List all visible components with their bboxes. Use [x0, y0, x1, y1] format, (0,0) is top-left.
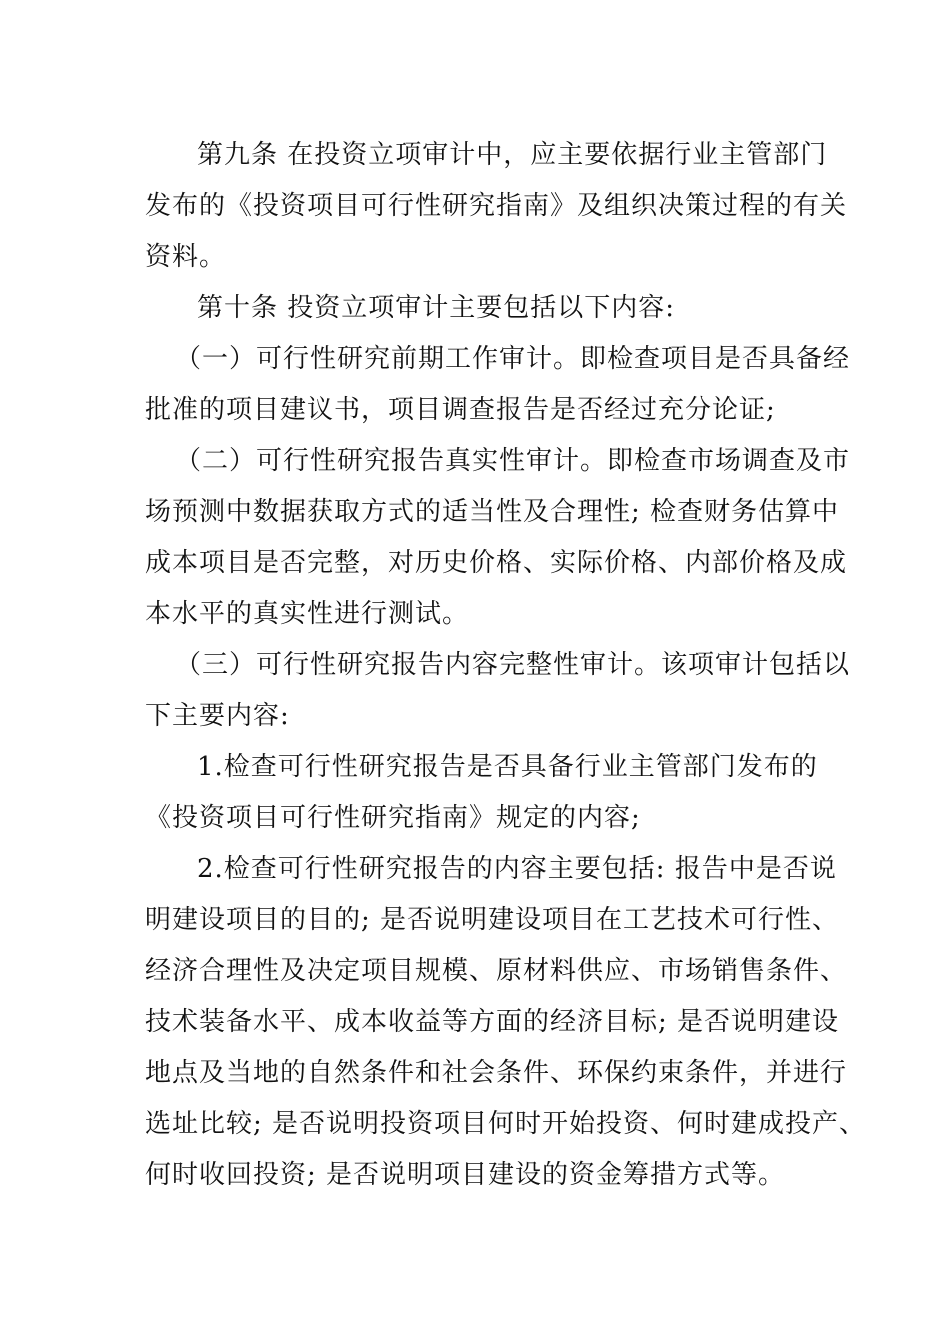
text-line: 经济合理性及决定项目规模、原材料供应、市场销售条件、: [145, 956, 848, 986]
text-line: 地点及当地的自然条件和社会条件、环保约束条件，并进行: [145, 1058, 848, 1088]
text-line: 本水平的真实性进行测试。: [145, 599, 470, 629]
document-body: [145, 130, 867, 1201]
text-line: 第九条 在投资立项审计中，应主要依据行业主管部门: [197, 140, 828, 170]
text-line: 技术装备水平、成本收益等方面的经济目标; 是否说明建设: [145, 1007, 840, 1037]
text-line: 《投资项目可行性研究指南》规定的内容;: [145, 803, 641, 833]
text-line: 明建设项目的目的; 是否说明建设项目在工艺技术可行性、: [145, 905, 840, 935]
text-line: 第十条 投资立项审计主要包括以下内容:: [197, 293, 676, 323]
text-line: 1.检查可行性研究报告是否具备行业主管部门发布的: [197, 752, 818, 782]
text-line: 批准的项目建议书，项目调查报告是否经过充分论证;: [145, 395, 776, 425]
text-line: 成本项目是否完整，对历史价格、实际价格、内部价格及成: [145, 548, 848, 578]
text-line: （一）可行性研究前期工作审计。即检查项目是否具备经: [175, 344, 851, 374]
text-line: 资料。: [145, 242, 227, 272]
text-line: 2.检查可行性研究报告的内容主要包括: 报告中是否说: [197, 854, 837, 884]
text-line: （二）可行性研究报告真实性审计。即检查市场调查及市: [175, 446, 851, 476]
text-line: 选址比较; 是否说明投资项目何时开始投资、何时建成投产、: [145, 1109, 867, 1139]
text-line: 何时收回投资; 是否说明项目建设的资金筹措方式等。: [145, 1160, 786, 1190]
text-line: 场预测中数据获取方式的适当性及合理性; 检查财务估算中: [145, 497, 840, 527]
text-line: 下主要内容:: [145, 701, 290, 731]
text-line: 发布的《投资项目可行性研究指南》及组织决策过程的有关: [145, 191, 848, 221]
text-line: （三）可行性研究报告内容完整性审计。该项审计包括以: [175, 650, 851, 680]
